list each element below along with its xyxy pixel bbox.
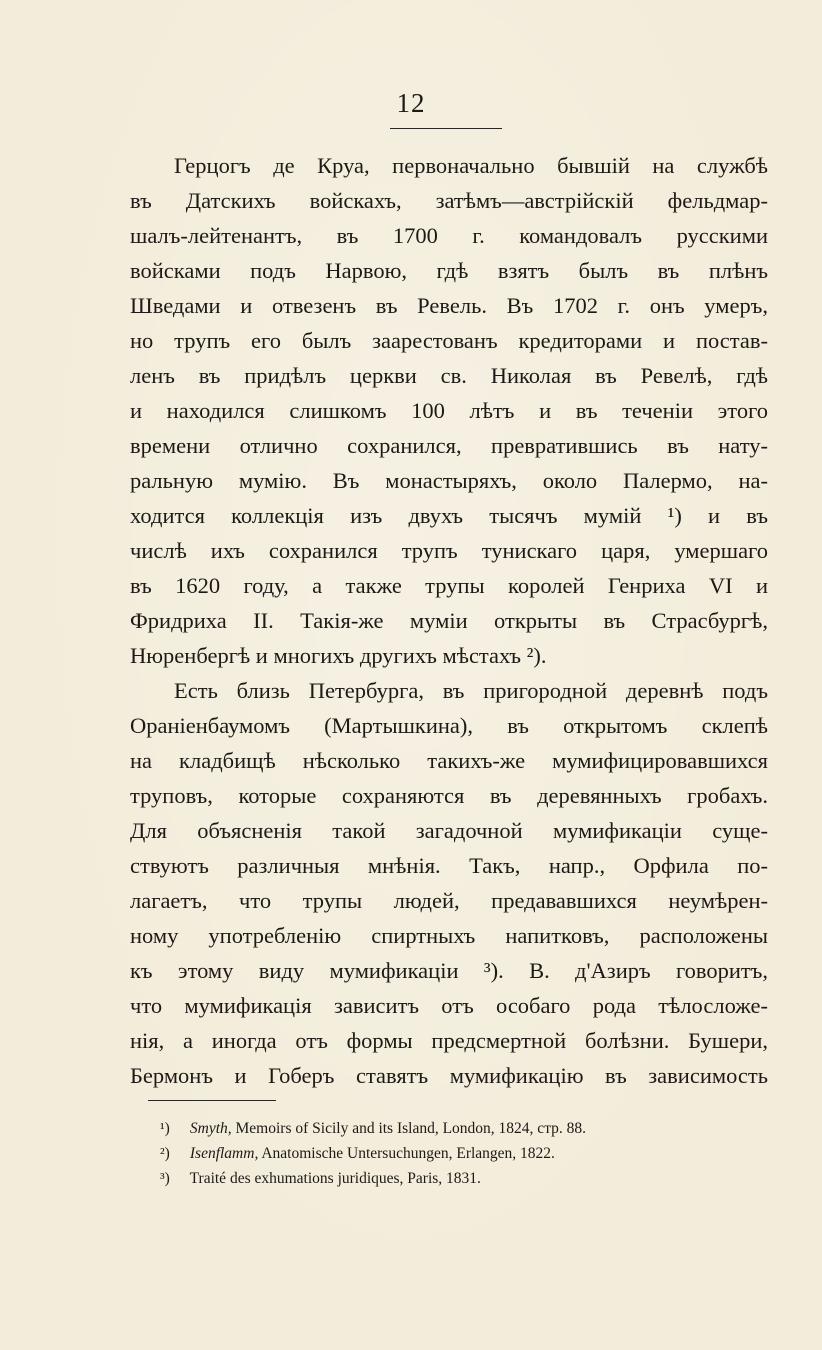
text-line: на кладбищѣ нѣсколько такихъ-же мумифицировавшихся	[130, 748, 768, 773]
footnote-2	[160, 1141, 760, 1166]
footnote-3	[160, 1166, 760, 1191]
text-line: числѣ ихъ сохранился трупъ тунискаго царя, умершаго	[130, 538, 768, 563]
text-line: къ этому виду мумификацiи ³). В. д'Азиръ говоритъ,	[130, 958, 768, 983]
text-line: и находился слишкомъ 100 лѣтъ и въ теченiи этого	[130, 398, 768, 423]
text-line: въ 1620 году, а также трупы королей Генриха VI и	[130, 573, 768, 598]
text-line: времени отлично сохранился, превратившись въ нату-	[130, 433, 768, 458]
footnote-1	[160, 1116, 760, 1141]
footnote-rule	[148, 1100, 276, 1101]
paragraph-2	[130, 673, 768, 1093]
text-line: Для объясненiя такой загадочной мумификацiи суще-	[130, 818, 768, 843]
footnote-mark: ³)	[160, 1170, 170, 1187]
page-number: 12	[396, 88, 426, 118]
text-line: что мумификацiя зависитъ отъ особаго рода тѣлосложе-	[130, 993, 768, 1018]
text-line: Фридриха II. Такiя-же мумiи открыты въ Страсбургѣ,	[130, 608, 768, 633]
paragraph-1	[130, 148, 768, 673]
footnote-author: Isenflamm,	[189, 1145, 259, 1162]
text-line: ствуютъ различныя мнѣнiя. Такъ, напр., Орфила по-	[130, 853, 768, 878]
footnotes	[160, 1116, 760, 1191]
text-line: Ораніенбаумомъ (Мартышкина), въ открытомъ склепѣ	[130, 713, 768, 738]
footnote-mark: ¹)	[160, 1120, 170, 1137]
text-line: въ Датскихъ войскахъ, затѣмъ—австрiйскiй фельдмар-	[130, 188, 768, 213]
footnote-mark: ²)	[160, 1145, 170, 1162]
header-rule	[390, 128, 502, 129]
text-line: ральную мумiю. Въ монастыряхъ, около Палермо, на-	[130, 468, 768, 493]
text-line: но трупъ его былъ заарестованъ кредиторами и постав-	[130, 328, 768, 353]
text-line: Шведами и отвезенъ въ Ревель. Въ 1702 г. онъ умеръ,	[130, 293, 768, 318]
text-line: лагаетъ, что трупы людей, предававшихся неумѣрен-	[130, 888, 768, 913]
text-line: Нюренбергѣ и многихъ другихъ мѣстахъ ²).	[130, 643, 547, 668]
text-line: Бермонъ и Гоберъ ставятъ мумификацiю въ зависимость	[130, 1063, 768, 1088]
footnote-text: Traité des exhumations juridiques, Paris, 1831.	[189, 1170, 481, 1187]
text-line: труповъ, которые сохраняются въ деревянныхъ гробахъ.	[130, 783, 768, 808]
text-line: ленъ въ придѣлъ церкви св. Николая въ Ревелѣ, гдѣ	[130, 363, 768, 388]
footnote-text: Memoirs of Sicily and its Island, London, 1824, стр. 88.	[235, 1120, 587, 1137]
text-line: ходится коллекцiя изъ двухъ тысячъ мумiй ¹) и въ	[130, 503, 768, 528]
footnote-text: Anatomische Untersuchungen, Erlangen, 1822.	[261, 1145, 555, 1162]
text-line: войсками подъ Нарвою, гдѣ взятъ былъ въ плѣнъ	[130, 258, 768, 283]
text-line: Есть близь Петербурга, въ пригородной деревнѣ подъ	[174, 678, 768, 703]
text-line: шалъ-лейтенантъ, въ 1700 г. командовалъ русскими	[130, 223, 768, 248]
text-line: ному употребленiю спиртныхъ напитковъ, расположены	[130, 923, 768, 948]
footnote-author: Smyth,	[189, 1120, 232, 1137]
text-line: Герцогъ де Круа, первоначально бывшiй на службѣ	[174, 153, 768, 178]
body-text	[130, 148, 768, 1093]
text-line: нiя, а иногда отъ формы предсмертной болѣзни. Бушери,	[130, 1028, 768, 1053]
